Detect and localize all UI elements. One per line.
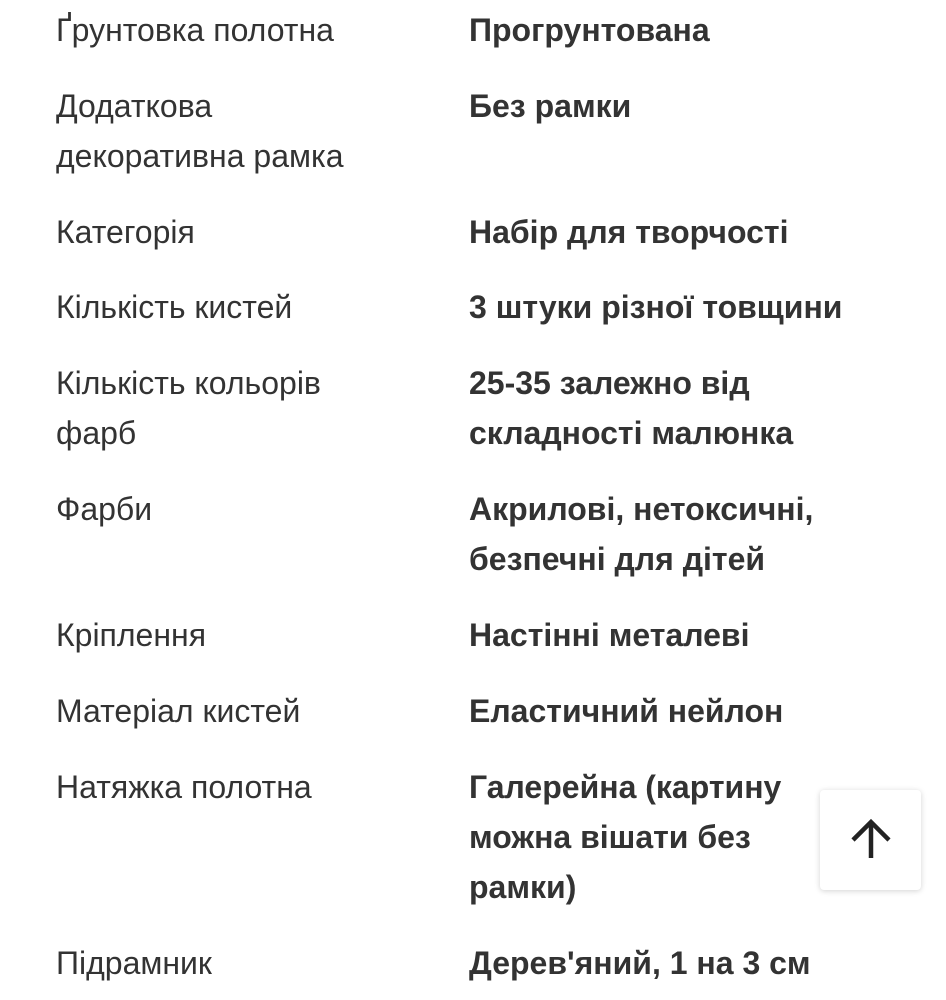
spec-label: Натяжка полотна [56,769,312,805]
spec-value: Галерейна (картину можна вішати без рамки) [469,769,782,905]
spec-value: Прогрунтована [469,12,710,48]
spec-label: Фарби [56,491,153,527]
spec-label: Додаткова декоративна рамка [56,88,344,174]
spec-label: Підрамник [56,945,212,981]
spec-value: Набір для творчості [469,214,789,250]
arrow-up-icon [849,818,893,862]
spec-label: Кількість кистей [56,289,293,325]
spec-value: Дерев'яний, 1 на 3 см [469,945,811,981]
spec-label: Кріплення [56,617,207,653]
spec-value: Настінні металеві [469,617,750,653]
spec-label: Матеріал кистей [56,693,301,729]
spec-value: Еластичний нейлон [469,693,784,729]
spec-label: Ґрунтовка полотна [56,12,334,48]
spec-label: Кількість кольорів фарб [56,365,321,451]
spec-value: 3 штуки різної товщини [469,289,843,325]
spec-value: 25-35 залежно від складності малюнка [469,365,794,451]
scroll-to-top-button[interactable] [820,790,921,890]
spec-value: Без рамки [469,88,632,124]
spec-label: Категорія [56,214,195,250]
spec-value: Акрилові, нетоксичні, безпечні для дітей [469,491,814,577]
